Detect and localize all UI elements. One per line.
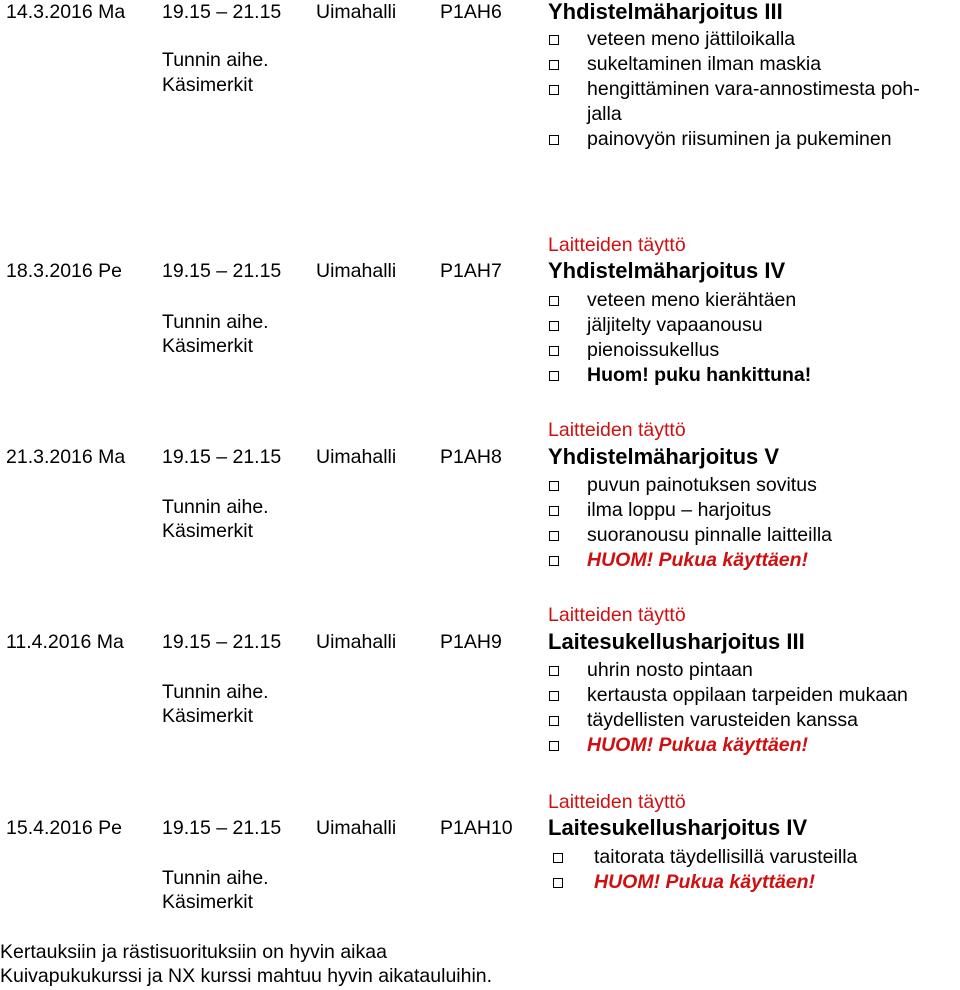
checkbox-icon bbox=[549, 556, 559, 566]
checkbox-icon bbox=[549, 481, 559, 491]
checkbox-icon bbox=[549, 506, 559, 516]
checkbox-icon bbox=[549, 531, 559, 541]
session-code: P1AH8 bbox=[440, 446, 502, 468]
checkbox-icon bbox=[549, 741, 559, 751]
checklist-item: pienoissukellus bbox=[587, 339, 720, 361]
session-time: 19.15 – 21.15 bbox=[162, 631, 282, 653]
session-topic-label: Tunnin aihe. bbox=[162, 496, 269, 518]
session-place: Uimahalli bbox=[316, 817, 397, 839]
session-place: Uimahalli bbox=[316, 1, 397, 23]
checkbox-icon bbox=[549, 371, 559, 381]
session-topic-examples: Käsimerkit bbox=[162, 335, 254, 357]
footer-line-1: Kertauksiin ja rästisuorituksiin on hyvin aikaa bbox=[0, 941, 387, 963]
checkbox-icon bbox=[549, 691, 559, 701]
session-place: Uimahalli bbox=[316, 631, 397, 653]
session-time: 19.15 – 21.15 bbox=[162, 260, 282, 282]
checklist-item: sukeltaminen ilman maskia bbox=[587, 53, 822, 75]
checklist-item: kertausta oppilaan tarpeiden mukaan bbox=[587, 684, 908, 706]
checklist-item: uhrin nosto pintaan bbox=[587, 659, 753, 681]
session-code: P1AH10 bbox=[440, 817, 513, 839]
equipment-fill-note: Laitteiden täyttö bbox=[548, 234, 686, 256]
session-code: P1AH7 bbox=[440, 260, 502, 282]
checkbox-icon bbox=[549, 85, 559, 95]
session-title: Yhdistelmäharjoitus III bbox=[548, 0, 783, 24]
checklist-item: taitorata täydellisillä varusteilla bbox=[594, 846, 858, 868]
checkbox-icon bbox=[549, 716, 559, 726]
session-time: 19.15 – 21.15 bbox=[162, 817, 282, 839]
checkbox-icon bbox=[549, 666, 559, 676]
session-date: 21.3.2016 Ma bbox=[6, 446, 126, 468]
session-date: 18.3.2016 Pe bbox=[6, 260, 123, 282]
equipment-fill-note: Laitteiden täyttö bbox=[548, 791, 686, 813]
session-topic-examples: Käsimerkit bbox=[162, 520, 254, 542]
checkbox-icon bbox=[553, 878, 563, 888]
session-place: Uimahalli bbox=[316, 446, 397, 468]
session-topic-examples: Käsimerkit bbox=[162, 891, 254, 913]
checklist-item: puvun painotuksen sovitus bbox=[587, 474, 817, 496]
checklist-item: suoranousu pinnalle laitteilla bbox=[587, 524, 832, 546]
checklist-item-note: Huom! puku hankittuna! bbox=[587, 364, 812, 386]
session-date: 14.3.2016 Ma bbox=[6, 1, 126, 23]
checklist-item: täydellisten varusteiden kanssa bbox=[587, 709, 858, 731]
checkbox-icon bbox=[549, 135, 559, 145]
checkbox-icon bbox=[549, 60, 559, 70]
checklist-item-continuation: jalla bbox=[587, 103, 622, 125]
session-time: 19.15 – 21.15 bbox=[162, 446, 282, 468]
footer-line-2: Kuivapukukurssi ja NX kurssi mahtuu hyvin aikatauluihin. bbox=[0, 965, 493, 987]
checkbox-icon bbox=[549, 35, 559, 45]
session-topic-examples: Käsimerkit bbox=[162, 705, 254, 727]
session-date: 15.4.2016 Pe bbox=[6, 817, 123, 839]
checklist-item: veteen meno jättiloikalla bbox=[587, 28, 796, 50]
checkbox-icon bbox=[549, 321, 559, 331]
checklist-item-warning: HUOM! Pukua käyttäen! bbox=[587, 549, 809, 571]
session-topic-examples: Käsimerkit bbox=[162, 74, 254, 96]
checklist-item: hengittäminen vara-annostimesta poh- bbox=[587, 78, 920, 100]
session-topic-label: Tunnin aihe. bbox=[162, 49, 269, 71]
session-code: P1AH6 bbox=[440, 1, 502, 23]
checklist-item: veteen meno kierähtäen bbox=[587, 289, 797, 311]
session-title: Yhdistelmäharjoitus IV bbox=[548, 258, 786, 283]
session-topic-label: Tunnin aihe. bbox=[162, 681, 269, 703]
session-title: Laitesukellusharjoitus IV bbox=[548, 815, 808, 840]
session-title: Laitesukellusharjoitus III bbox=[548, 629, 805, 654]
checkbox-icon bbox=[549, 296, 559, 306]
session-topic-label: Tunnin aihe. bbox=[162, 867, 269, 889]
session-code: P1AH9 bbox=[440, 631, 502, 653]
session-date: 11.4.2016 Ma bbox=[6, 631, 124, 653]
checklist-item: painovyön riisuminen ja pukeminen bbox=[587, 128, 892, 150]
session-topic-label: Tunnin aihe. bbox=[162, 311, 269, 333]
checklist-item-warning: HUOM! Pukua käyttäen! bbox=[587, 734, 809, 756]
equipment-fill-note: Laitteiden täyttö bbox=[548, 604, 686, 626]
session-time: 19.15 – 21.15 bbox=[162, 1, 282, 23]
checklist-item: ilma loppu – harjoitus bbox=[587, 499, 772, 521]
equipment-fill-note: Laitteiden täyttö bbox=[548, 419, 686, 441]
checklist-item-warning: HUOM! Pukua käyttäen! bbox=[594, 871, 816, 893]
checklist-item: jäljitelty vapaanousu bbox=[587, 314, 763, 336]
checkbox-icon bbox=[549, 346, 559, 356]
session-place: Uimahalli bbox=[316, 260, 397, 282]
checkbox-icon bbox=[553, 853, 563, 863]
session-title: Yhdistelmäharjoitus V bbox=[548, 444, 780, 469]
